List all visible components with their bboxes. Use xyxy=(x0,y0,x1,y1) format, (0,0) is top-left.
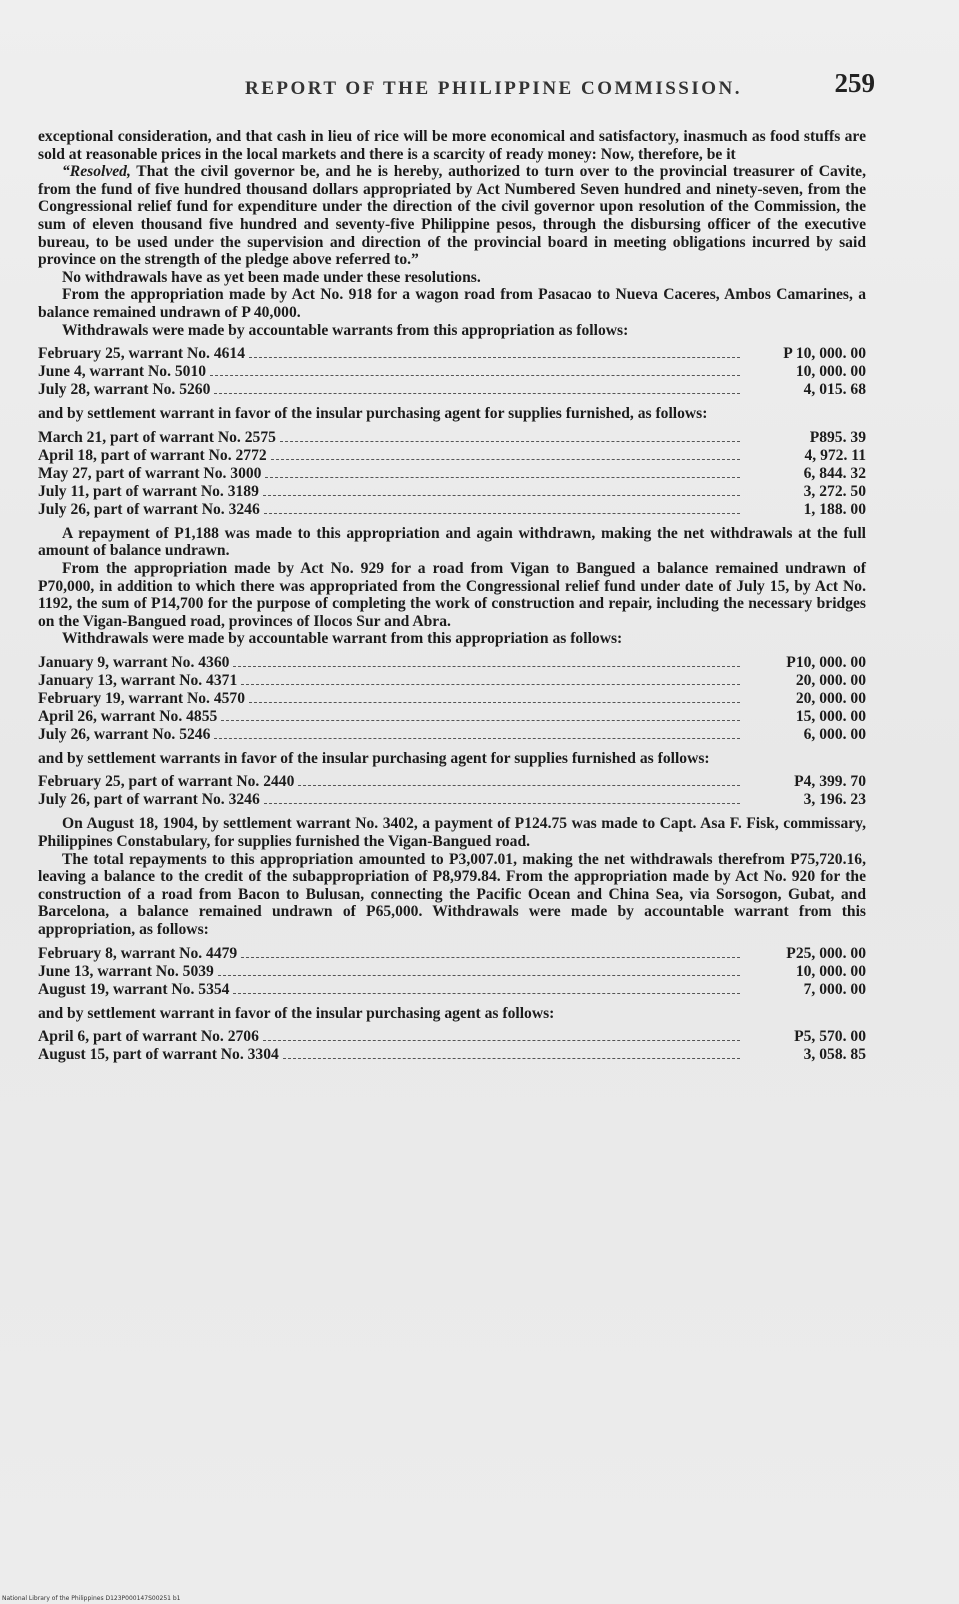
warrant-description: June 4, warrant No. 5010 xyxy=(38,363,207,381)
warrant-amount: 3, 058. 85 xyxy=(803,1046,866,1064)
dot-leader xyxy=(241,684,740,685)
warrant-amount: P895. 39 xyxy=(809,428,866,446)
warrant-description: February 8, warrant No. 4479 xyxy=(38,944,238,962)
resolution-text: That the civil governor be, and he is hereby, authorized to turn over to the provincial treasurer of Cavite, from the fund of five hundred thousand dollars appropriated by Act Numbered Seven hundred and ninety-seven, from the Congressional relief fund for expenditure under the direction of the civil governor upon resolution of the Commission, the sum of eleven thousand five hundred and seventy-five Philippine pesos, through the disbursing officer of the executive bureau, to be used under the supervision and direction of the provincial board in meeting obligations incurred by said province on the strength of the pledge above referred to.” xyxy=(38,163,866,269)
dot-leader xyxy=(264,803,740,804)
warrant-amount: 6, 000. 00 xyxy=(803,725,866,743)
dot-leader xyxy=(214,738,740,739)
warrant-amount: P10, 000. 00 xyxy=(786,653,866,671)
ledger-row xyxy=(38,672,866,690)
ledger-row xyxy=(38,690,866,708)
warrant-description: April 18, part of warrant No. 2772 xyxy=(38,446,267,464)
paragraph: exceptional consideration, and that cash in lieu of rice will be more economical and satisfactory, inasmuch as food stuffs are sold at reasonable prices in the local markets and there is a scarcity of ready money: Now, therefore, be it xyxy=(38,128,866,163)
warrant-amount: P 10, 000. 00 xyxy=(783,345,866,363)
page-body xyxy=(38,128,866,1070)
warrant-description: May 27, part of warrant No. 3000 xyxy=(38,464,262,482)
paragraph: and by settlement warrant in favor of the insular purchasing agent for supplies furnished, as follows: xyxy=(38,405,708,423)
ledger-row xyxy=(38,381,866,399)
warrant-description: January 13, warrant No. 4371 xyxy=(38,671,238,689)
warrant-description: April 26, warrant No. 4855 xyxy=(38,707,218,725)
dot-leader xyxy=(298,785,740,786)
paragraph: The total repayments to this appropriation amounted to P3,007.01, making the net withdrawals therefrom P75,720.16, leaving a balance to the credit of the subappropriation of P8,979.84. From the appropriation made by Act No. 920 for the construction of a road from Bacon to Bulusan, connecting the Pacific Ocean and China Sea, via Sorsogon, Gubat, and Barcelona, a balance remained undrawn of P65,000. Withdrawals were made by accountable warrant from this appropriation, as follows: xyxy=(38,850,866,939)
ledger-row xyxy=(38,654,866,672)
warrant-description: July 26, part of warrant No. 3246 xyxy=(38,791,260,809)
dot-leader xyxy=(264,513,740,514)
warrant-description: March 21, part of warrant No. 2575 xyxy=(38,428,276,446)
ledger-row xyxy=(38,945,866,963)
paragraph: From the appropriation made by Act No. 929 for a road from Vigan to Bangued a balance remained undrawn of P70,000, in addition to which there was appropriated from the Congressional relief fund under date of July 15, by Act No. 1192, the sum of P14,700 for the purpose of completing the work of construction and repair, including the necessary bridges on the Vigan-Bangued road, provinces of Ilocos Sur and Abra. xyxy=(38,559,866,630)
ledger-row xyxy=(38,345,866,363)
paragraph: Withdrawals were made by accountable warrants from this appropriation as follows: xyxy=(62,321,629,339)
ledger-row xyxy=(38,773,866,791)
warrant-table xyxy=(38,345,866,399)
running-head: REPORT OF THE PHILIPPINE COMMISSION. xyxy=(245,78,743,99)
warrant-description: June 13, warrant No. 5039 xyxy=(38,962,214,980)
warrant-description: July 26, part of warrant No. 3246 xyxy=(38,500,260,518)
warrant-description: February 25, part of warrant No. 2440 xyxy=(38,773,295,791)
warrant-amount: 20, 000. 00 xyxy=(795,671,866,689)
warrant-description: August 19, warrant No. 5354 xyxy=(38,980,230,998)
page-number: 259 xyxy=(834,68,875,98)
warrant-amount: 10, 000. 00 xyxy=(795,962,866,980)
dot-leader xyxy=(283,1058,740,1059)
warrant-amount: 1, 188. 00 xyxy=(803,500,866,518)
warrant-table xyxy=(38,773,866,809)
dot-leader xyxy=(221,720,740,721)
ledger-row xyxy=(38,465,866,483)
ledger-row xyxy=(38,501,866,519)
warrant-amount: 15, 000. 00 xyxy=(795,707,866,725)
paragraph: A repayment of P1,188 was made to this appropriation and again withdrawn, making the net withdrawals at the full amount of balance undrawn. xyxy=(38,524,866,560)
warrant-table xyxy=(38,429,866,519)
warrant-description: February 25, warrant No. 4614 xyxy=(38,345,246,363)
ledger-row xyxy=(38,963,866,981)
warrant-description: July 28, warrant No. 5260 xyxy=(38,381,211,399)
paragraph: and by settlement warrant in favor of the insular purchasing agent as follows: xyxy=(38,1004,555,1022)
warrant-amount: P4, 399. 70 xyxy=(794,773,866,791)
warrant-description: January 9, warrant No. 4360 xyxy=(38,653,230,671)
paragraph: No withdrawals have as yet been made under these resolutions. xyxy=(62,268,481,286)
ledger-row xyxy=(38,981,866,999)
dot-leader xyxy=(214,393,740,394)
paragraph: and by settlement warrants in favor of the insular purchasing agent for supplies furnished as follows: xyxy=(38,749,710,767)
warrant-amount: 10, 000. 00 xyxy=(795,363,866,381)
dot-leader xyxy=(280,441,740,442)
warrant-amount: P25, 000. 00 xyxy=(786,944,866,962)
paragraph: On August 18, 1904, by settlement warrant No. 3402, a payment of P124.75 was made to Capt. Asa F. Fisk, commissary, Philippines Constabulary, for supplies furnished the Vigan-Bangued road. xyxy=(38,815,866,851)
paragraph: Withdrawals were made by accountable warrant from this appropriation as follows: xyxy=(62,630,623,648)
warrant-amount: 20, 000. 00 xyxy=(795,689,866,707)
resolution-paragraph xyxy=(38,163,866,269)
ledger-row xyxy=(38,363,866,381)
dot-leader xyxy=(233,993,740,994)
ledger-row xyxy=(38,1028,866,1046)
dot-leader xyxy=(265,477,740,478)
dot-leader xyxy=(263,495,740,496)
warrant-table xyxy=(38,945,866,999)
warrant-amount: 3, 272. 50 xyxy=(803,482,866,500)
warrant-description: August 15, part of warrant No. 3304 xyxy=(38,1046,279,1064)
dot-leader xyxy=(249,357,740,358)
resolved-lead: “Resolved, xyxy=(62,163,131,181)
paragraph: From the appropriation made by Act No. 918 for a wagon road from Pasacao to Nueva Caceres, Ambos Camarines, a balance remained undrawn of P 40,000. xyxy=(38,286,866,321)
dot-leader xyxy=(241,957,740,958)
page-header xyxy=(40,68,875,108)
warrant-amount: 3, 196. 23 xyxy=(803,791,866,809)
dot-leader xyxy=(233,666,740,667)
warrant-description: July 26, warrant No. 5246 xyxy=(38,725,211,743)
dot-leader xyxy=(249,702,740,703)
warrant-description: July 11, part of warrant No. 3189 xyxy=(38,482,259,500)
dot-leader xyxy=(263,1040,740,1041)
ledger-row xyxy=(38,483,866,501)
dot-leader xyxy=(218,975,740,976)
scan-credit: National Library of the Philippines D123P000147S00251 b1 xyxy=(2,1595,181,1602)
warrant-description: February 19, warrant No. 4570 xyxy=(38,689,246,707)
ledger-row xyxy=(38,1046,866,1064)
ledger-row xyxy=(38,429,866,447)
ledger-row xyxy=(38,447,866,465)
warrant-amount: 6, 844. 32 xyxy=(803,464,866,482)
warrant-amount: 4, 015. 68 xyxy=(803,381,866,399)
warrant-amount: 7, 000. 00 xyxy=(803,980,866,998)
dot-leader xyxy=(210,375,740,376)
warrant-amount: 4, 972. 11 xyxy=(804,446,866,464)
warrant-description: April 6, part of warrant No. 2706 xyxy=(38,1028,259,1046)
warrant-table xyxy=(38,654,866,744)
ledger-row xyxy=(38,791,866,809)
ledger-row xyxy=(38,708,866,726)
ledger-row xyxy=(38,726,866,744)
warrant-table xyxy=(38,1028,866,1064)
dot-leader xyxy=(271,459,740,460)
warrant-amount: P5, 570. 00 xyxy=(794,1028,866,1046)
